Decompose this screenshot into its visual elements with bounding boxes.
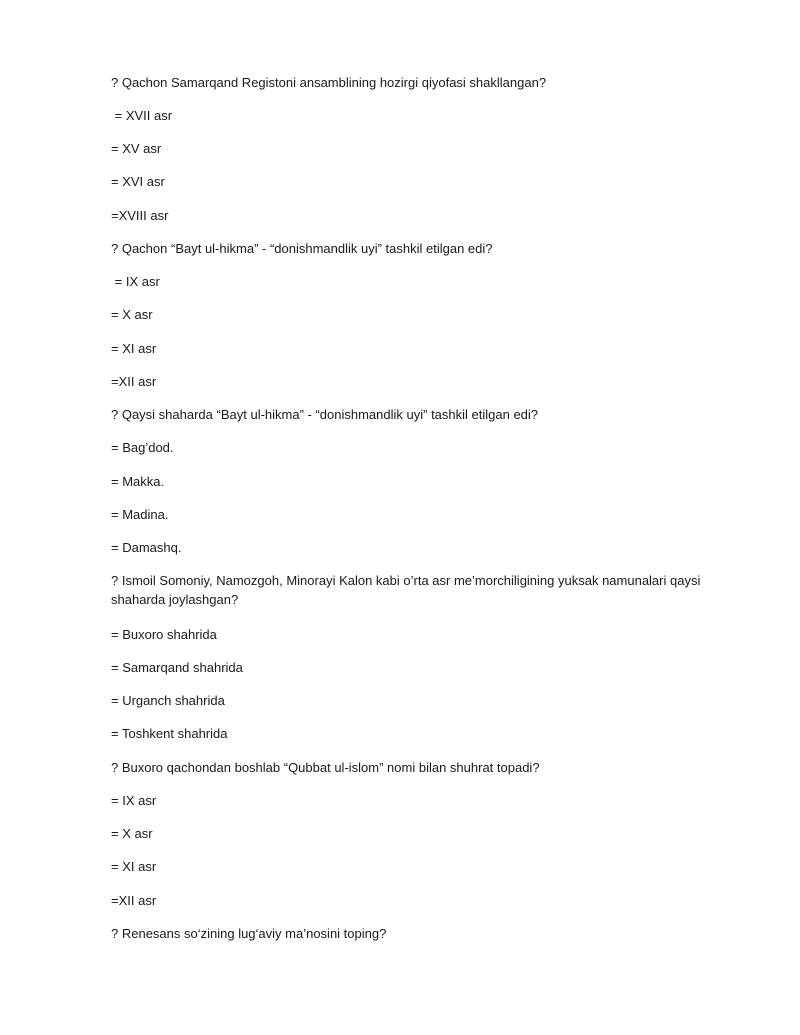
answer-option: = X asr: [111, 826, 153, 841]
answer-option: = X asr: [111, 307, 153, 322]
answer-option: = XV asr: [111, 141, 162, 156]
answer-option: = IX asr: [111, 793, 157, 808]
question-line: ? Qachon “Bayt ul-hikma” - “donishmandlik uyi” tashkil etilgan edi?: [111, 241, 493, 256]
answer-option: = Samarqand shahrida: [111, 660, 243, 675]
answer-option: = XI asr: [111, 859, 157, 874]
answer-option: =XII asr: [111, 893, 157, 908]
answer-option: = XI asr: [111, 341, 157, 356]
answer-option: = Makka.: [111, 474, 165, 489]
answer-option: = XVII asr: [111, 108, 173, 123]
question-line: ? Qaysi shaharda “Bayt ul-hikma” - “donishmandlik uyi” tashkil etilgan edi?: [111, 407, 539, 422]
answer-option: = Bag’dod.: [111, 440, 174, 455]
question-line: ? Ismoil Somoniy, Namozgoh, Minorayi Kalon kabi o’rta asr me’morchiligining yuksak namunalari qaysi shaharda joylashgan?: [111, 573, 704, 607]
answer-option: = Madina.: [111, 507, 169, 522]
answer-option: =XVIII asr: [111, 208, 169, 223]
question-line: ? Qachon Samarqand Registoni ansamblining hozirgi qiyofasi shakllangan?: [111, 75, 547, 90]
answer-option: = Buxoro shahrida: [111, 627, 217, 642]
answer-option: = IX asr: [111, 274, 160, 289]
answer-option: =XII asr: [111, 374, 157, 389]
answer-option: = Toshkent shahrida: [111, 726, 228, 741]
answer-option: = Urganch shahrida: [111, 693, 225, 708]
answer-option: = XVI asr: [111, 174, 165, 189]
question-line: ? Buxoro qachondan boshlab “Qubbat ul-islom” nomi bilan shuhrat topadi?: [111, 760, 540, 775]
question-line: ? Renesans so‘zining lug‘aviy ma’nosini toping?: [111, 926, 387, 941]
answer-option: = Damashq.: [111, 540, 182, 555]
